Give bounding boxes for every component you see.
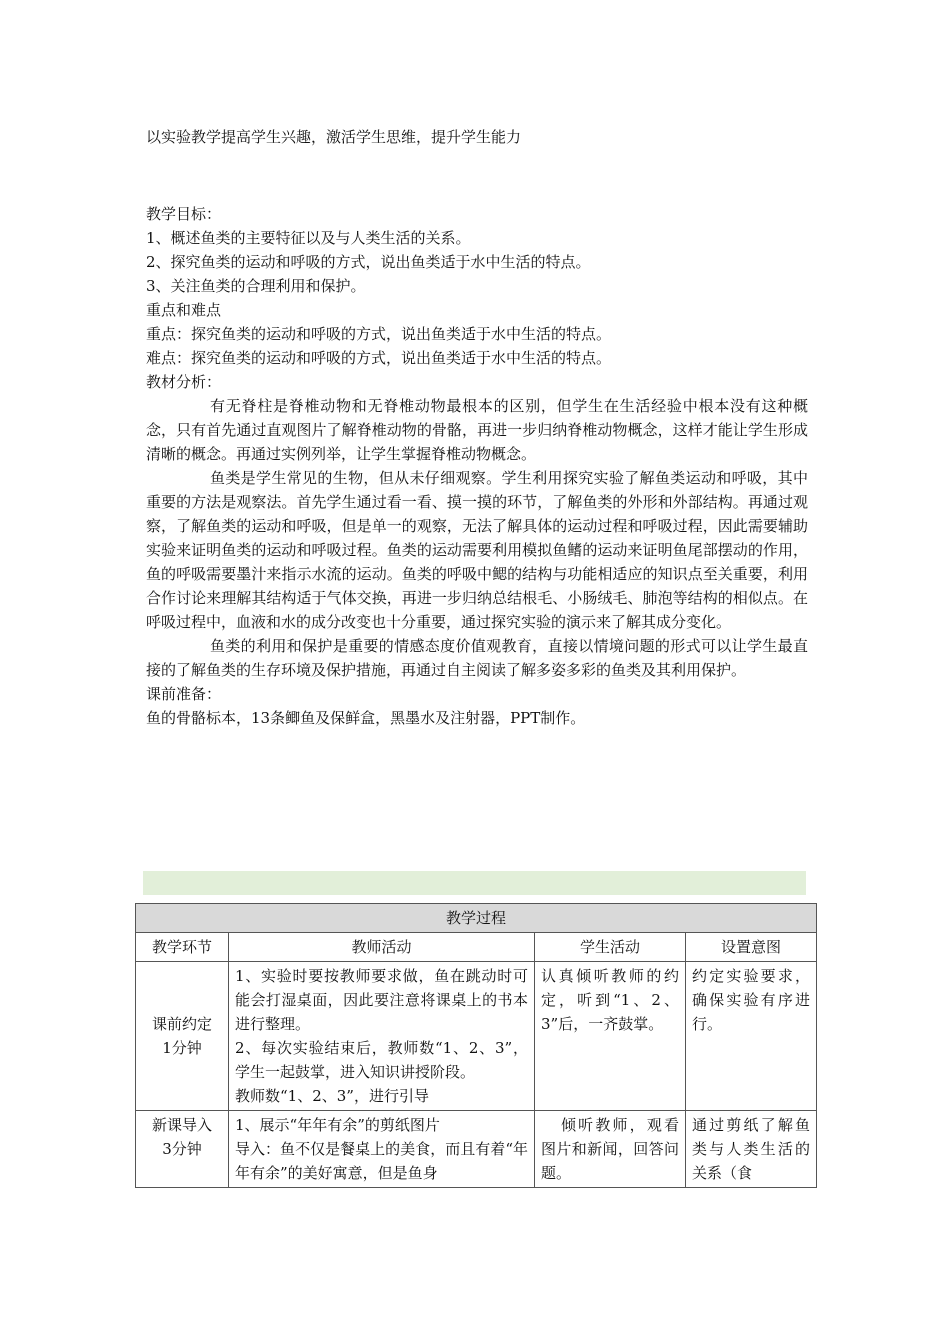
teacher-activity-text: 教师数“1、2、3”，进行引导 — [235, 1087, 429, 1105]
column-header-student: 学生活动 — [535, 933, 686, 962]
table-header-row — [136, 933, 817, 962]
analysis-heading: 教材分析： — [146, 373, 222, 391]
keypoints-heading: 重点和难点 — [146, 301, 222, 319]
table-title: 教学过程 — [136, 904, 817, 933]
teacher-activity-text: 导入：鱼不仅是餐桌上的美食，而且有着“年年有余”的美好寓意，但是鱼身 — [235, 1140, 528, 1182]
analysis-paragraph-3: 鱼类的利用和保护是重要的情感态度价值观教育，直接以情境问题的形式可以让学生最直接的了解鱼类的生存环境及保护措施，再通过自主阅读了解多姿多彩的鱼类及其利用保护。 — [146, 637, 808, 679]
teacher-activity-text: 1、展示“年年有余”的剪纸图片 — [235, 1116, 440, 1134]
goals-heading: 教学目标： — [146, 205, 222, 223]
stage-time: 1分钟 — [162, 1039, 202, 1057]
intent-text: 约定实验要求，确保实验有序进行。 — [692, 967, 811, 1033]
keypoint-key: 重点：探究鱼类的运动和呼吸的方式，说出鱼类适于水中生活的特点。 — [146, 325, 612, 343]
student-activity-text: 认真倾听教师的约定，听到“1、2、3”后，一齐鼓掌。 — [541, 967, 679, 1033]
student-activity-text: 倾听教师，观看图片和新闻，回答问题。 — [541, 1116, 679, 1182]
intent-cell — [686, 962, 817, 1111]
intent-cell — [686, 1111, 817, 1188]
table-row — [136, 962, 817, 1111]
stage-name: 课前约定 — [151, 1015, 212, 1033]
analysis-paragraph-2: 鱼类是学生常见的生物，但从未仔细观察。学生利用探究实验了解鱼类运动和呼吸，其中重要的方法是观察法。首先学生通过看一看、摸一摸的环节，了解鱼类的外形和外部结构。再通过观察，了解鱼类的运动和呼吸，但是单一的观察，无法了解具体的运动过程和呼吸过程，因此需要辅助实验来证明鱼类的运动和呼吸过程。鱼类的运动需要利用模拟鱼鳍的运动来证明鱼尾部摆动的作用，鱼的呼吸需要墨汁来指示水流的运动。鱼类的呼吸中鳃的结构与功能相适应的知识点至关重要，利用合作讨论来理解其结构适于气体交换，再进一步归纳总结根毛、小肠绒毛、肺泡等结构的相似点。在呼吸过程中，血液和水的成分改变也十分重要，通过探究实验的演示来了解其成分变化。 — [146, 469, 808, 631]
table-title-row — [136, 904, 817, 933]
intent-text: 通过剪纸了解鱼类与人类生活的关系（食 — [692, 1116, 811, 1182]
analysis-paragraph-1: 有无脊柱是脊椎动物和无脊椎动物最根本的区别，但学生在生活经验中根本没有这种概念，只有首先通过直观图片了解脊椎动物的骨骼，再进一步归纳脊椎动物概念，这样才能让学生形成清晰的概念。再通过实例列举，让学生掌握脊椎动物概念。 — [146, 397, 808, 463]
teacher-activity-text: 2、每次实验结束后，教师数“1、2、3”，学生一起鼓掌，进入知识讲授阶段。 — [235, 1039, 528, 1081]
student-activity-cell — [535, 962, 686, 1111]
page-title: 以实验教学提高学生兴趣，激活学生思维，提升学生能力 — [146, 128, 522, 146]
keypoint-difficult: 难点：探究鱼类的运动和呼吸的方式，说出鱼类适于水中生活的特点。 — [146, 349, 612, 367]
teaching-process-table — [135, 903, 817, 1188]
prep-heading: 课前准备： — [146, 685, 222, 703]
lesson-plan-body — [146, 202, 808, 730]
teacher-activity-cell — [229, 962, 535, 1111]
column-header-teacher: 教师活动 — [229, 933, 535, 962]
teacher-activity-cell — [229, 1111, 535, 1188]
stage-cell — [136, 1111, 229, 1188]
goal-item: 1、概述鱼类的主要特征以及与人类生活的关系。 — [146, 229, 471, 247]
goal-item: 3、关注鱼类的合理利用和保护。 — [146, 277, 366, 295]
column-header-stage: 教学环节 — [136, 933, 229, 962]
teacher-activity-text: 1、实验时要按教师要求做，鱼在跳动时可能会打湿桌面，因此要注意将课桌上的书本进行整理。 — [235, 967, 528, 1033]
goal-item: 2、探究鱼类的运动和呼吸的方式，说出鱼类适于水中生活的特点。 — [146, 253, 591, 271]
stage-name: 新课导入 — [151, 1116, 212, 1134]
student-activity-cell — [535, 1111, 686, 1188]
prep-text: 鱼的骨骼标本，13条鲫鱼及保鲜盒，黑墨水及注射器，PPT制作。 — [146, 709, 586, 727]
stage-time: 3分钟 — [162, 1140, 202, 1158]
section-divider-bar — [143, 871, 806, 895]
column-header-intent: 设置意图 — [686, 933, 817, 962]
table-row — [136, 1111, 817, 1188]
stage-cell — [136, 962, 229, 1111]
